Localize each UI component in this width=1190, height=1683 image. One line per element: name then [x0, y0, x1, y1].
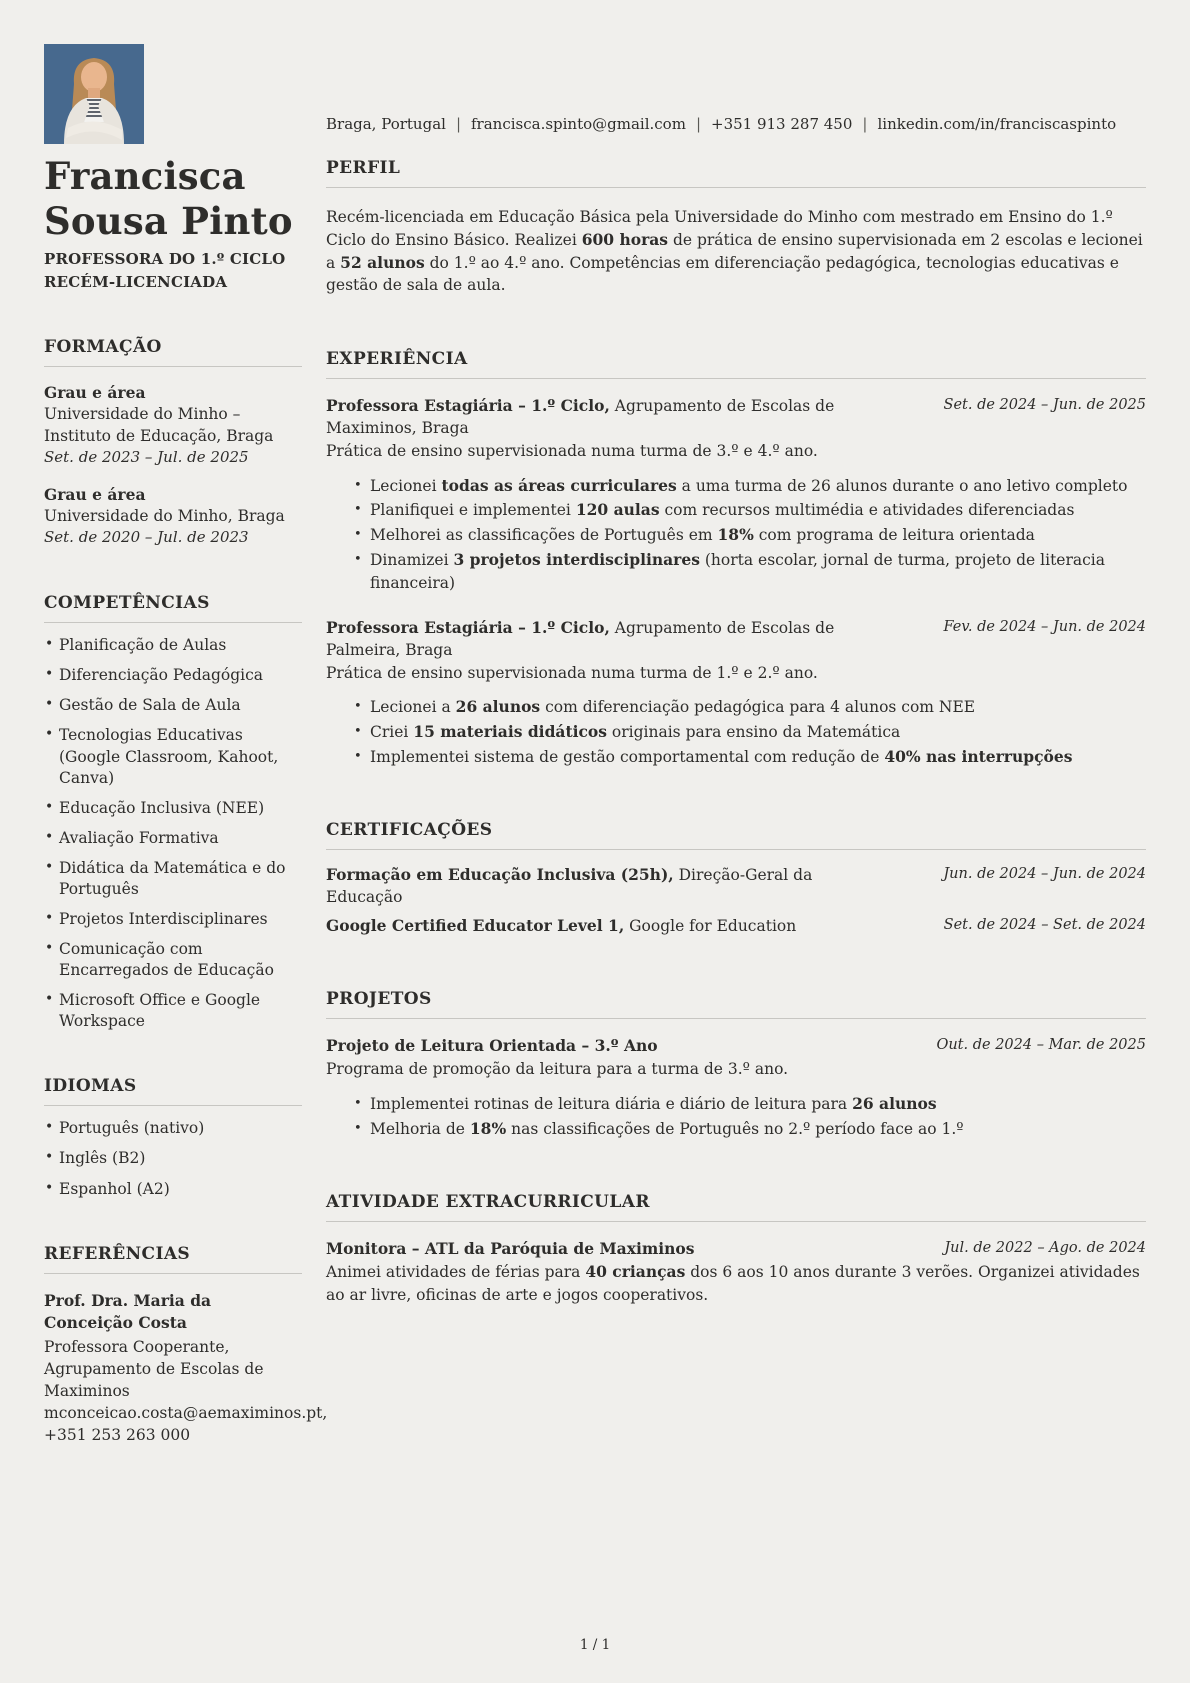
activity-dates: Jul. de 2022 – Ago. de 2024 [944, 1240, 1146, 1257]
certification-entry [326, 864, 1146, 908]
referencias-heading: REFERÊNCIAS [44, 1244, 302, 1274]
project-bullets [326, 1093, 1146, 1141]
section-referencias [44, 1243, 328, 1446]
section-experiencia [326, 349, 1146, 768]
experience-bullet: • Melhorei as classificações de Português em 18% com programa de leitura orientada [354, 524, 1146, 547]
project-bullet: • Implementei rotinas de leitura diária e diário de leitura para 26 alunos [354, 1093, 1146, 1116]
skill-item: • Gestão de Sala de Aula [44, 695, 302, 716]
certification-dates: Jun. de 2024 – Jun. de 2024 [943, 866, 1146, 883]
project-dates: Out. de 2024 – Mar. de 2025 [936, 1037, 1146, 1054]
project-bullet: • Melhoria de 18% nas classificações de Português no 2.º período face ao 1.º [354, 1118, 1146, 1141]
experience-title: Professora Estagiária – 1.º Ciclo, Agrupamento de Escolas de Maximinos, Braga [326, 396, 835, 438]
section-atividade-extracurricular [326, 1192, 1146, 1306]
certification-entry [326, 915, 1146, 937]
section-certificacoes [326, 820, 1146, 937]
reference-role: Professora Cooperante, Agrupamento de Escolas de Maximinos [44, 1337, 264, 1400]
profile-text: Recém-licenciada em Educação Básica pela Universidade do Minho com mestrado em Ensino do 1.º Ciclo do Ensino Básico. Realizei 600 horas de prática de ensino supervisionada em 2 escolas e lecionei a 52 alunos do 1.º ao 4.º ano. Competências em diferenciação pedagógica, tecnologias educativas e gestão de sala de aula. [326, 208, 1143, 295]
experience-bullets [326, 475, 1146, 595]
education-degree: Grau e área [44, 485, 146, 505]
section-perfil [326, 158, 1146, 297]
certification-text: Google Certified Educator Level 1, Google for Education [326, 916, 797, 936]
contact-email-link[interactable]: francisca.spinto@gmail.com [471, 115, 686, 133]
skills-list [44, 635, 302, 1032]
section-formacao [44, 337, 302, 549]
experience-bullet: • Criei 15 materiais didáticos originais para ensino da Matemática [354, 721, 1146, 744]
skill-item: • Projetos Interdisciplinares [44, 909, 302, 930]
section-idiomas [44, 1076, 302, 1199]
activity-text: Animei atividades de férias para 40 crianças dos 6 aos 10 anos durante 3 verões. Organizei atividades ao ar livre, oficinas de arte e jogos cooperativos. [326, 1262, 1140, 1304]
language-item: • Inglês (B2) [44, 1148, 302, 1169]
experience-entry-head [326, 395, 1146, 439]
contact-separator: | [695, 115, 701, 133]
certification-dates: Set. de 2024 – Set. de 2024 [943, 917, 1146, 934]
project-summary: Programa de promoção da leitura para a turma de 3.º ano. [326, 1060, 789, 1079]
skill-item: • Microsoft Office e Google Workspace [44, 990, 302, 1032]
experience-entry [326, 617, 1146, 769]
language-item: • Português (nativo) [44, 1118, 302, 1139]
reference-contact: mconceicao.costa@aemaximinos.pt, +351 253 263 000 [44, 1403, 328, 1444]
reference-entry [44, 1290, 328, 1446]
languages-list [44, 1118, 302, 1199]
experience-dates: Fev. de 2024 – Jun. de 2024 [943, 618, 1146, 635]
experience-bullet: • Dinamizei 3 projetos interdisciplinares (horta escolar, jornal de turma, projeto de literacia financeira) [354, 549, 1146, 595]
contact-linkedin-link[interactable]: linkedin.com/in/franciscaspinto [877, 115, 1117, 133]
education-entry [44, 382, 302, 469]
experience-summary: Prática de ensino supervisionada numa turma de 1.º e 2.º ano. [326, 663, 818, 682]
contact-separator: | [862, 115, 868, 133]
contact-location: Braga, Portugal [326, 115, 446, 133]
skill-item: • Planificação de Aulas [44, 635, 302, 656]
experience-entry [326, 395, 1146, 594]
experience-bullet: • Lecionei todas as áreas curriculares a uma turma de 26 alunos durante o ano letivo completo [354, 475, 1146, 498]
experience-bullet: • Implementei sistema de gestão comportamental com redução de 40% nas interrupções [354, 746, 1146, 769]
education-entry [44, 484, 302, 549]
contact-bar [326, 115, 1146, 133]
experience-bullets [326, 696, 1146, 768]
activity-entry-head [326, 1238, 1146, 1260]
perfil-heading: PERFIL [326, 158, 1146, 188]
person-name: Francisca Sousa Pinto [44, 154, 293, 244]
main-column [326, 44, 1146, 1306]
skill-item: • Avaliação Formativa [44, 828, 302, 849]
certificacoes-heading: CERTIFICAÇÕES [326, 820, 1146, 850]
certification-text: Formação em Educação Inclusiva (25h), Direção-Geral da Educação [326, 865, 813, 907]
experience-dates: Set. de 2024 – Jun. de 2025 [943, 397, 1146, 414]
profile-photo [44, 44, 144, 144]
contact-phone: +351 913 287 450 [711, 115, 853, 133]
atividade-heading: ATIVIDADE EXTRACURRICULAR [326, 1192, 1146, 1222]
project-entry [326, 1035, 1146, 1140]
education-school: Universidade do Minho – Instituto de Educação, Braga [44, 404, 274, 445]
skill-item: • Educação Inclusiva (NEE) [44, 798, 302, 819]
experience-entry-head [326, 617, 1146, 661]
projetos-heading: PROJETOS [326, 989, 1146, 1019]
skill-item: • Comunicação com Encarregados de Educação [44, 939, 302, 981]
contact-separator: | [455, 115, 461, 133]
idiomas-heading: IDIOMAS [44, 1076, 302, 1106]
experience-bullet: • Lecionei a 26 alunos com diferenciação pedagógica para 4 alunos com NEE [354, 696, 1146, 719]
skill-item: • Tecnologias Educativas (Google Classroom, Kahoot, Canva) [44, 725, 302, 788]
experience-title: Professora Estagiária – 1.º Ciclo, Agrupamento de Escolas de Palmeira, Braga [326, 617, 835, 659]
resume-columns [44, 44, 1146, 1446]
experience-summary: Prática de ensino supervisionada numa turma de 3.º e 4.º ano. [326, 442, 818, 461]
sidebar [44, 44, 328, 1446]
education-dates: Set. de 2020 – Jul. de 2023 [44, 528, 249, 547]
education-dates: Set. de 2023 – Jul. de 2025 [44, 448, 249, 467]
competencias-heading: COMPETÊNCIAS [44, 593, 302, 623]
activity-entry [326, 1238, 1146, 1306]
project-title: Projeto de Leitura Orientada – 3.º Ano [326, 1036, 658, 1056]
skill-item: • Didática da Matemática e do Português [44, 858, 302, 900]
reference-name: Prof. Dra. Maria da Conceição Costa [44, 1290, 212, 1332]
project-entry-head [326, 1035, 1146, 1057]
education-degree: Grau e área [44, 383, 146, 403]
section-competencias [44, 593, 302, 1032]
education-school: Universidade do Minho, Braga [44, 506, 285, 525]
section-projetos [326, 989, 1146, 1140]
experiencia-heading: EXPERIÊNCIA [326, 349, 1146, 379]
activity-title: Monitora – ATL da Paróquia de Maximinos [326, 1239, 695, 1259]
formacao-heading: FORMAÇÃO [44, 337, 302, 367]
language-item: • Espanhol (A2) [44, 1179, 302, 1200]
page-indicator: 1 / 1 [579, 1637, 611, 1653]
experience-bullet: • Planifiquei e implementei 120 aulas com recursos multimédia e atividades diferenciadas [354, 499, 1146, 522]
skill-item: • Diferenciação Pedagógica [44, 665, 302, 686]
person-role-title: PROFESSORA DO 1.º CICLO RECÉM-LICENCIADA [44, 250, 286, 291]
